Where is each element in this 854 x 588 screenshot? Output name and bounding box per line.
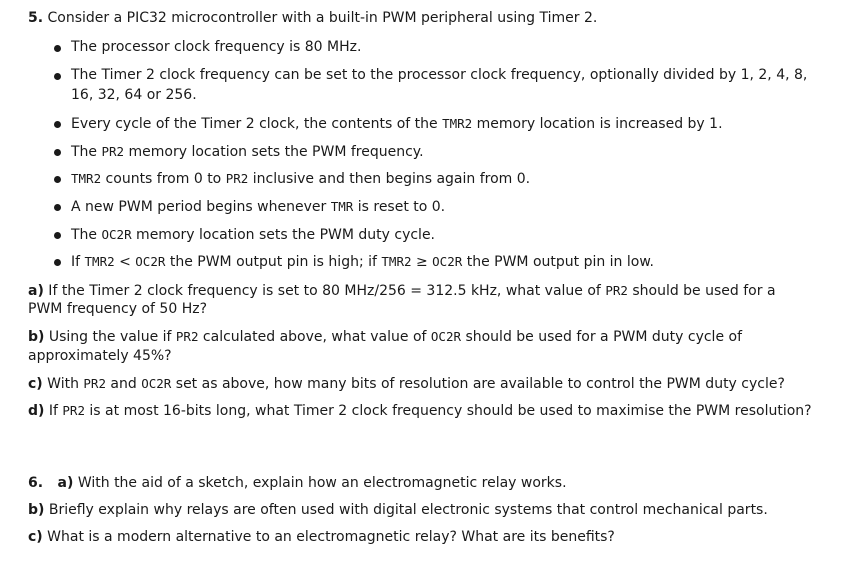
bullet-text: If [71,254,85,270]
question-5b-continuation [28,347,172,366]
part-text: With the aid of a sketch, explain how an electromagnetic relay works. [73,475,567,491]
part-text: set as above, how many bits of resolution are available to control the PWM duty cycle? [171,376,785,392]
bullet-dot [54,232,61,239]
part-text: is at most 16-bits long, what Timer 2 clock frequency should be used to maximise the PWM resolution? [84,403,812,419]
bullet-dot [54,73,61,80]
bullet-item [71,66,807,85]
part-label: b) [28,502,45,518]
question-6c [28,528,615,547]
question-number: 6. [28,475,44,491]
code-identifier: PR2 [605,283,628,298]
part-text: should be used for a PWM duty cycle of [461,329,743,345]
bullet-item [71,169,530,189]
question-number: 5. [28,10,44,26]
code-identifier: OC2R [101,227,132,242]
code-identifier: TMR [330,199,354,214]
bullet-dot [54,259,61,266]
part-text: Using the value if [44,329,176,345]
code-identifier: OC2R [432,254,463,269]
bullet-text: counts from 0 to [101,171,226,187]
bullet-dot [54,176,61,183]
question-5-intro [28,9,597,28]
bullet-dot [54,204,61,211]
bullet-text: the PWM output pin is high; if [165,254,382,270]
bullet-item [71,142,424,162]
bullet-text: Every cycle of the Timer 2 clock, the contents of the [71,116,443,132]
code-identifier: PR2 [175,329,199,344]
bullet-text: The [71,227,102,243]
bullet-text: ≥ [411,254,433,270]
bullet-dot [54,45,61,52]
part-text: PWM frequency of 50 Hz? [28,301,207,317]
bullet-dot [54,149,61,156]
part-label: c) [28,376,43,392]
code-identifier: OC2R [141,376,172,391]
code-identifier: OC2R [135,254,166,269]
bullet-text: A new PWM period begins whenever [71,199,331,215]
bullet-text: the PWM output pin in low. [462,254,654,270]
part-label: c) [28,529,43,545]
question-5a [28,281,776,301]
bullet-item [71,197,445,217]
bullet-text: inclusive and then begins again from 0. [248,171,531,187]
bullet-dot [54,121,61,128]
part-text: and [105,376,142,392]
bullet-text: < [114,254,136,270]
question-5a-continuation [28,300,207,319]
part-text: With [42,376,84,392]
bullet-text: memory location is increased by 1. [472,116,723,132]
part-label: b) [28,329,45,345]
code-identifier: OC2R [430,329,461,344]
bullet-text: memory location sets the PWM duty cycle. [131,227,436,243]
bullet-text: The Timer 2 clock frequency can be set to the processor clock frequency, optionally divided by 1, 2, 4, 8, [71,67,808,83]
bullet-text: memory location sets the PWM frequency. [124,144,424,160]
question-5d [28,401,812,421]
part-text: approximately 45%? [28,348,172,364]
part-text: What is a modern alternative to an electromagnetic relay? What are its benefits? [42,529,615,545]
bullet-item-continuation [71,86,197,105]
code-identifier: TMR2 [84,254,115,269]
code-identifier: PR2 [225,171,249,186]
part-text: If [44,403,63,419]
bullet-item [71,225,435,245]
bullet-item [71,252,654,272]
question-text: Consider a PIC32 microcontroller with a built-in PWM peripheral using Timer 2. [47,10,598,26]
bullet-text: is reset to 0. [353,199,446,215]
bullet-item [71,38,361,57]
question-6b [28,501,768,520]
bullet-text: The processor clock frequency is 80 MHz. [71,39,362,55]
code-identifier: PR2 [101,144,125,159]
question-6a [28,474,567,493]
part-text: Briefly explain why relays are often used with digital electronic systems that control mechanical parts. [44,502,768,518]
code-identifier: PR2 [83,376,106,391]
bullet-item [71,114,723,134]
part-text: calculated above, what value of [198,329,431,345]
code-identifier: TMR2 [442,116,473,131]
code-identifier: TMR2 [381,254,412,269]
question-5c [28,374,785,394]
part-label: a) [28,283,44,299]
part-text: should be used for a [627,283,776,299]
part-text: If the Timer 2 clock frequency is set to 80 MHz/256 = 312.5 kHz, what value of [43,283,606,299]
question-5b [28,327,742,347]
bullet-text: 16, 32, 64 or 256. [71,87,197,103]
part-label: a) [57,475,74,491]
part-label: d) [28,403,45,419]
code-identifier: PR2 [62,403,85,418]
code-identifier: TMR2 [71,171,102,186]
bullet-text: The [71,144,102,160]
